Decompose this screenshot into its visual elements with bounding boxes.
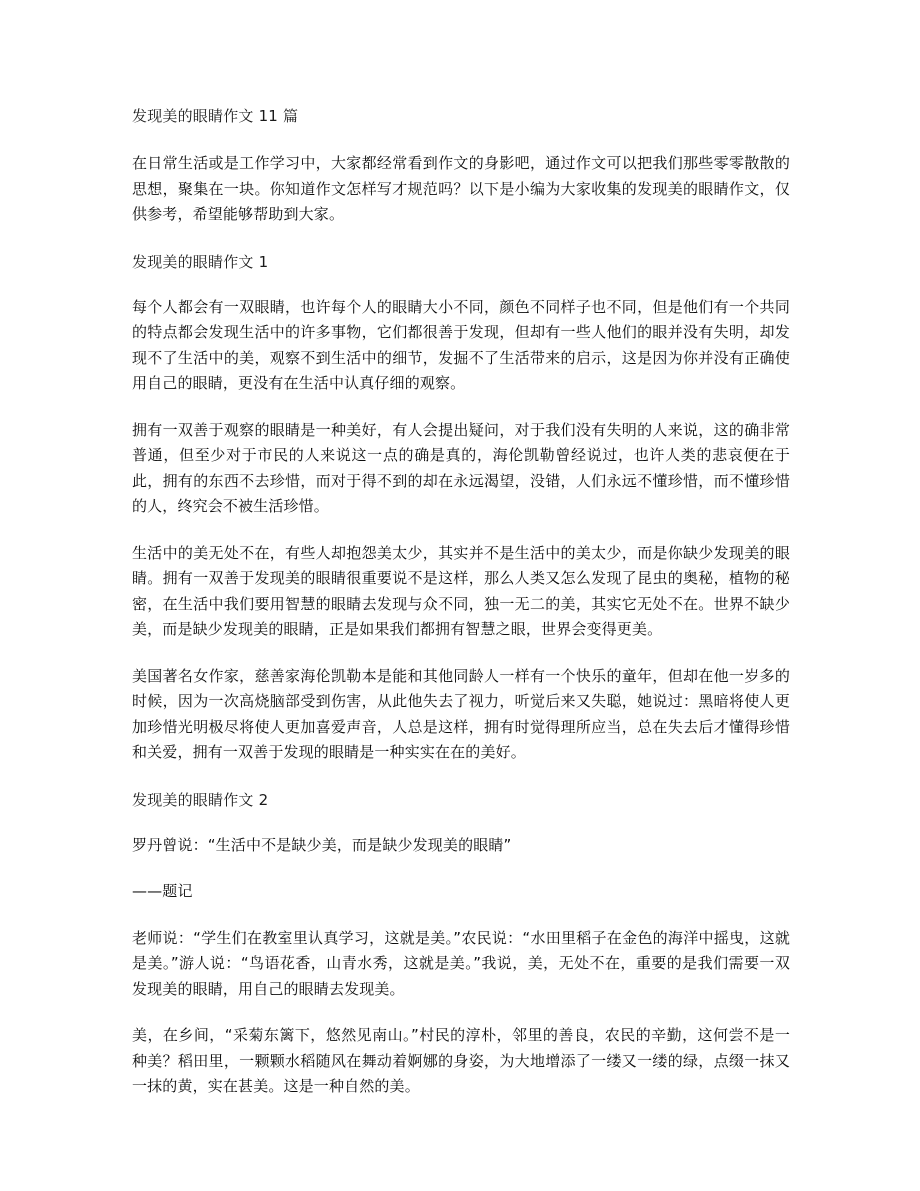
section-2-attribution: ——题记 [132,882,193,900]
section-1-paragraph-4: 美国著名女作家，慈善家海伦凯勒本是能和其他同龄人一样有一个快乐的童年，但却在他一岁多的时候，因为一次高烧脑部受到伤害，从此他失去了视力，听觉后来又失聪，她说过：黑暗将使人更加珍惜光明极尽将使人更加喜爱声音，人总是这样，拥有时觉得理所应当，总在失去后才懂得珍惜和关爱，拥有一双善于发现的眼睛是一种实实在在的美好。 [132,666,790,761]
section-1-paragraph-2: 拥有一双善于观察的眼睛是一种美好，有人会提出疑问，对于我们没有失明的人来说，这的确非常普通，但至少对于市民的人来说这一点的确是真的，海伦凯勒曾经说过，也许人类的悲哀便在于此，拥有的东西不去珍惜，而对于得不到的却在永远渴望，没错，人们永远不懂珍惜，而不懂珍惜的人，终究会不被生活珍惜。 [132,420,790,515]
section-2-paragraph-1: 老师说：“学生们在教室里认真学习，这就是美。”农民说：“水田里稻子在金色的海洋中摇曳，这就是美。”游人说：“鸟语花香，山青水秀，这就是美。”我说，美，无处不在，重要的是我们需要一双发现美的眼睛，用自己的眼睛去发现美。 [132,928,790,998]
section-heading-1: 发现美的眼睛作文 1 [132,252,269,271]
intro-paragraph: 在日常生活或是工作学习中，大家都经常看到作文的身影吧，通过作文可以把我们那些零零散散的思想，聚集在一块。你知道作文怎样写才规范吗？以下是小编为大家收集的发现美的眼睛作文，仅供参考，希望能够帮助到大家。 [132,154,790,223]
section-1-paragraph-3: 生活中的美无处不在，有些人却抱怨美太少，其实并不是生活中的美太少，而是你缺少发现美的眼睛。拥有一双善于发现美的眼睛很重要说不是这样，那么人类又怎么发现了昆虫的奥秘，植物的秘密，在生活中我们要用智慧的眼睛去发现与众不同，独一无二的美，其实它无处不在。世界不缺少美，而是缺少发现美的眼睛，正是如果我们都拥有智慧之眼，世界会变得更美。 [132,543,790,638]
document-content [132,104,790,1100]
section-heading-2: 发现美的眼睛作文 2 [132,790,269,809]
page-title: 发现美的眼睛作文 11 篇 [132,107,299,125]
section-1-paragraph-1: 每个人都会有一双眼睛，也许每个人的眼睛大小不同，颜色不同样子也不同，但是他们有一个共同的特点都会发现生活中的许多事物，它们都很善于发现，但却有一些人他们的眼并没有失明，却发现不了生活中的美，观察不到生活中的细节，发掘不了生活带来的启示，这是因为你并没有正确使用自己的眼睛，更没有在生活中认真仔细的观察。 [132,297,790,392]
section-2-paragraph-2: 美，在乡间，“采菊东篱下，悠然见南山。”村民的淳朴，邻里的善良，农民的辛勤，这何尝不是一种美？稻田里，一颗颗水稻随风在舞动着婀娜的身姿，为大地增添了一缕又一缕的绿，点缀一抹又一抹的黄，实在甚美。这是一种自然的美。 [132,1026,790,1095]
section-2-quote: 罗丹曾说：“生活中不是缺少美，而是缺少发现美的眼睛” [132,835,512,854]
